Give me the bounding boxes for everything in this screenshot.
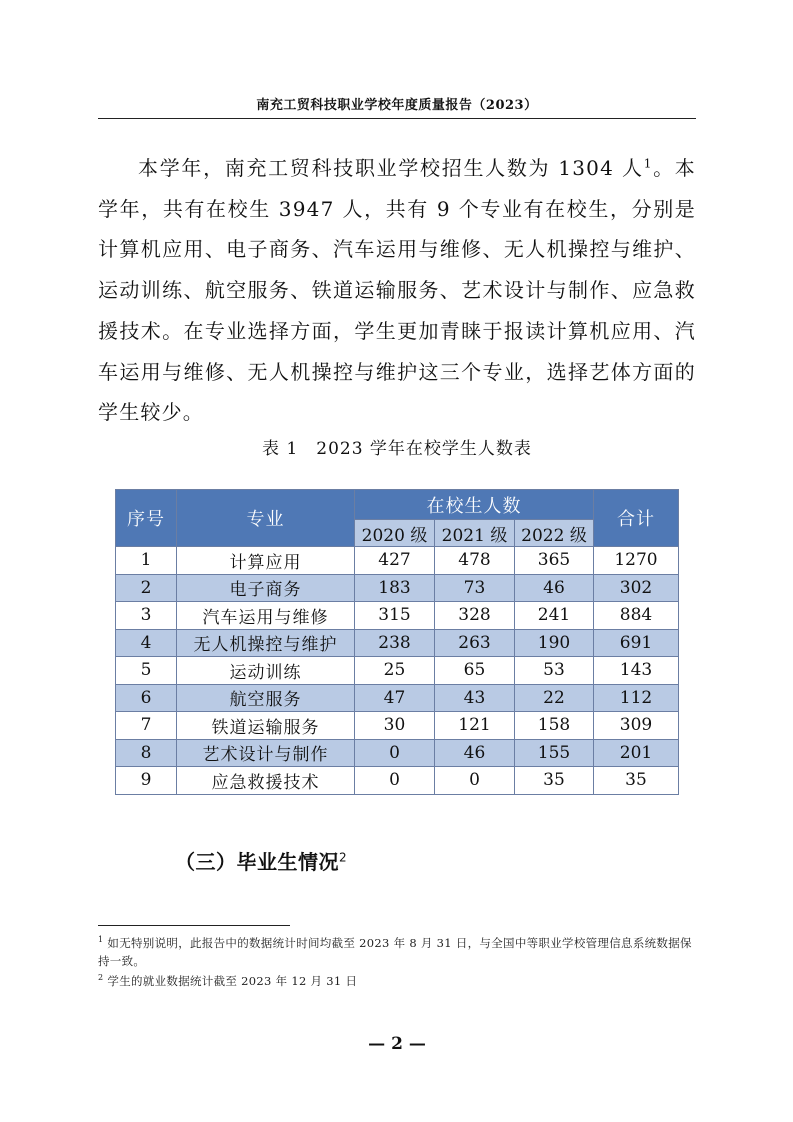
cell-major: 应急救援技术	[177, 767, 355, 795]
cell-total: 302	[594, 574, 679, 602]
cell-total: 309	[594, 712, 679, 740]
cell-index: 7	[116, 712, 177, 740]
cell-2021: 73	[435, 574, 515, 602]
paragraph-text-1: 本学年，南充工贸科技职业学校招生人数为 1304 人	[138, 156, 644, 180]
footnotes	[98, 934, 696, 992]
cell-total: 884	[594, 602, 679, 630]
header-index: 序号	[116, 490, 177, 547]
page-number: — 2 —	[368, 1034, 426, 1054]
cell-2022: 158	[515, 712, 594, 740]
cell-2021: 46	[435, 739, 515, 767]
table-row	[116, 629, 679, 657]
cell-2020: 30	[355, 712, 435, 740]
footnote-mark-1: 1	[98, 935, 104, 945]
cell-2022: 22	[515, 684, 594, 712]
table-row	[116, 712, 679, 740]
header-enrolled-group: 在校生人数	[355, 490, 594, 520]
footnote-rule	[98, 925, 290, 926]
footnote-ref-2[interactable]: 2	[339, 850, 348, 865]
cell-2022: 365	[515, 547, 594, 575]
cell-index: 4	[116, 629, 177, 657]
header-total: 合计	[594, 490, 679, 547]
cell-2020: 238	[355, 629, 435, 657]
cell-total: 1270	[594, 547, 679, 575]
cell-2020: 427	[355, 547, 435, 575]
table-row	[116, 602, 679, 630]
footnote-text-1: 如无特别说明，此报告中的数据统计时间均截至 2023 年 8 月 31 日，与全国中等职业学校管理信息系统数据保持一致。	[98, 936, 692, 968]
cell-total: 143	[594, 657, 679, 685]
cell-index: 8	[116, 739, 177, 767]
table-row	[116, 574, 679, 602]
table-row	[116, 739, 679, 767]
header-year-2020: 2020 级	[355, 520, 435, 547]
cell-2020: 0	[355, 739, 435, 767]
footnote-mark-2: 2	[98, 973, 104, 983]
body-paragraph	[98, 148, 696, 433]
cell-2021: 263	[435, 629, 515, 657]
cell-total: 112	[594, 684, 679, 712]
cell-total: 691	[594, 629, 679, 657]
header-rule	[98, 118, 696, 119]
cell-2022: 155	[515, 739, 594, 767]
cell-2021: 0	[435, 767, 515, 795]
cell-index: 2	[116, 574, 177, 602]
cell-major: 铁道运输服务	[177, 712, 355, 740]
footnote-1	[98, 934, 696, 970]
footnote-2	[98, 972, 696, 990]
table-row	[116, 547, 679, 575]
cell-index: 9	[116, 767, 177, 795]
cell-major: 无人机操控与维护	[177, 629, 355, 657]
cell-major: 运动训练	[177, 657, 355, 685]
cell-2020: 25	[355, 657, 435, 685]
cell-index: 5	[116, 657, 177, 685]
paragraph-text-2: 。本学年，共有在校生 3947 人，共有 9 个专业有在校生，分别是计算机应用、电子商务、汽车运用与维修、无人机操控与维护、运动训练、航空服务、铁道运输服务、艺术设计与制作、应急救援技术。在专业选择方面，学生更加青睐于报读计算机应用、汽车运用与维修、无人机操控与维护这三个专业，选择艺体方面的学生较少。	[98, 156, 696, 425]
cell-index: 6	[116, 684, 177, 712]
footnote-text-2: 学生的就业数据统计截至 2023 年 12 月 31 日	[107, 974, 358, 988]
student-count-table	[115, 489, 679, 795]
cell-2021: 65	[435, 657, 515, 685]
cell-2020: 183	[355, 574, 435, 602]
cell-total: 35	[594, 767, 679, 795]
cell-major: 电子商务	[177, 574, 355, 602]
cell-2021: 43	[435, 684, 515, 712]
cell-2020: 0	[355, 767, 435, 795]
cell-major: 汽车运用与维修	[177, 602, 355, 630]
cell-2022: 53	[515, 657, 594, 685]
cell-2021: 328	[435, 602, 515, 630]
table-row	[116, 684, 679, 712]
header-year-2022: 2022 级	[515, 520, 594, 547]
table-row	[116, 657, 679, 685]
cell-major: 艺术设计与制作	[177, 739, 355, 767]
table-row	[116, 767, 679, 795]
cell-2020: 315	[355, 602, 435, 630]
cell-2020: 47	[355, 684, 435, 712]
cell-2022: 241	[515, 602, 594, 630]
cell-2022: 35	[515, 767, 594, 795]
cell-2021: 478	[435, 547, 515, 575]
section-heading-text: （三）毕业生情况	[175, 850, 339, 874]
cell-index: 3	[116, 602, 177, 630]
header-year-2021: 2021 级	[435, 520, 515, 547]
table-caption: 表 1 2023 学年在校学生人数表	[262, 439, 532, 459]
cell-2021: 121	[435, 712, 515, 740]
header-major: 专业	[177, 490, 355, 547]
section-heading	[175, 846, 347, 875]
cell-2022: 46	[515, 574, 594, 602]
footnote-ref-1[interactable]: 1	[643, 156, 653, 171]
cell-major: 航空服务	[177, 684, 355, 712]
cell-total: 201	[594, 739, 679, 767]
page-header: 南充工贸科技职业学校年度质量报告（2023）	[256, 98, 538, 113]
cell-major: 计算应用	[177, 547, 355, 575]
cell-2022: 190	[515, 629, 594, 657]
cell-index: 1	[116, 547, 177, 575]
